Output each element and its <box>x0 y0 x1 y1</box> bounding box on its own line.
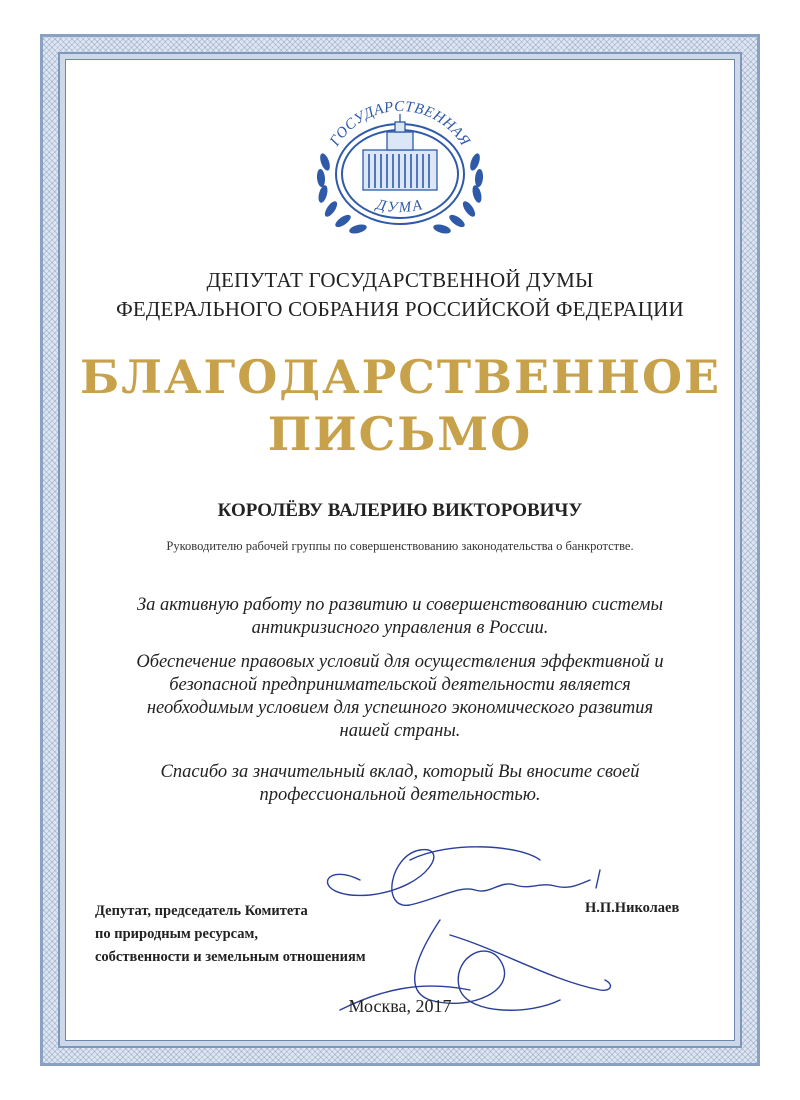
signer-title-line: собственности и земельным отношениям <box>95 949 366 965</box>
issuer-header-line-1: ДЕПУТАТ ГОСУДАРСТВЕННОЙ ДУМЫ <box>206 268 594 292</box>
paragraph-2-line: необходимым условием для успешного экономического развития <box>146 698 654 718</box>
paragraph-3-line: Спасибо за значительный вклад, который Вы вносите своей <box>160 762 640 782</box>
document-title-line-1: БЛАГОДАРСТВЕННОЕ <box>80 350 722 404</box>
document-title-line-2: ПИСЬМО <box>267 407 533 461</box>
paragraph-1 <box>90 594 710 640</box>
signer-name: Н.П.Николаев <box>585 900 680 916</box>
svg-text:ДУМА <box>373 197 425 217</box>
signer-title-line: по природным ресурсам, <box>95 926 259 942</box>
place-and-date: Москва, 2017 <box>348 996 452 1016</box>
paragraph-3-line: профессиональной деятельностью. <box>259 785 541 805</box>
paragraph-2-line: нашей страны. <box>339 721 461 741</box>
signer-title-line: Депутат, председатель Комитета <box>95 903 308 919</box>
paragraph-1-line: За активную работу по развитию и совершенствованию системы <box>136 595 664 615</box>
paragraph-2-line: безопасной предпринимательской деятельности является <box>169 675 631 695</box>
paragraph-3 <box>90 761 710 807</box>
recipient-name: КОРОЛЁВУ ВАЛЕРИЮ ВИКТОРОВИЧУ <box>217 500 583 521</box>
state-duma-emblem-icon <box>295 92 505 240</box>
emblem-bottom-text: ДУМА <box>374 196 426 217</box>
paragraph-2 <box>90 651 710 743</box>
recipient-position: Руководителю рабочей группы по совершенствованию законодательства о банкротстве. <box>166 539 634 553</box>
emblem-top-text: ГОСУДАРСТВЕННАЯ <box>327 98 473 150</box>
issuer-header-line-2: ФЕДЕРАЛЬНОГО СОБРАНИЯ РОССИЙСКОЙ ФЕДЕРАЦИИ <box>116 297 684 321</box>
signer-title <box>95 900 455 969</box>
paragraph-2-line: Обеспечение правовых условий для осуществления эффективной и <box>136 652 664 672</box>
paragraph-1-line: антикризисного управления в России. <box>251 618 549 638</box>
